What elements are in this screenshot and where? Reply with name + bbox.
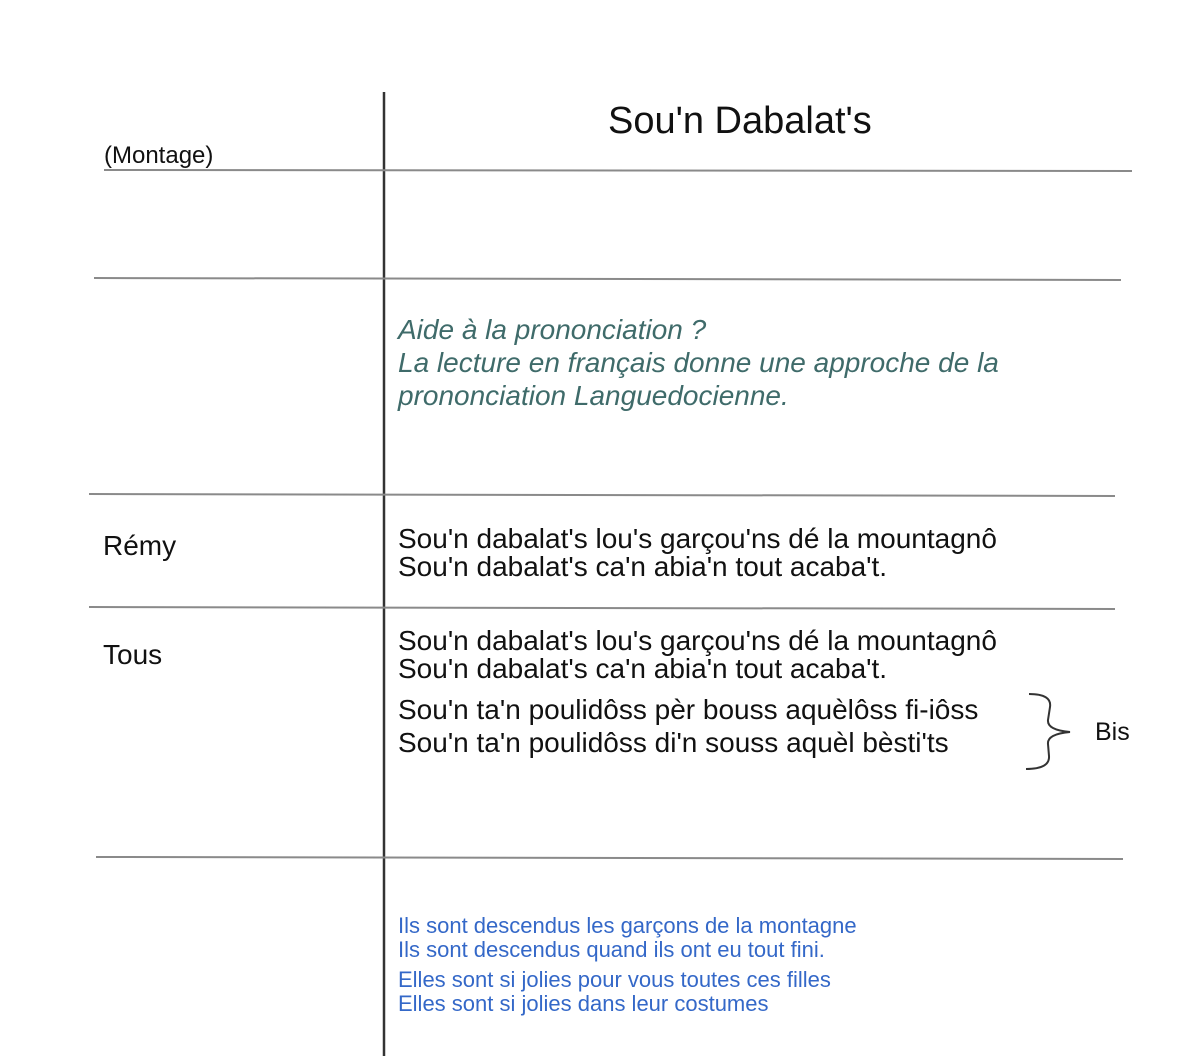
verse-line: Sou'n ta'n poulidôss pèr bouss aquèlôss fi-iôss: [398, 694, 979, 725]
verse-line: Sou'n dabalat's lou's garçou'ns dé la mountagnô: [398, 625, 997, 656]
row-rule-4: [89, 607, 1115, 609]
verse-line: Sou'n dabalat's ca'n abia'n tout acaba't.: [398, 551, 888, 582]
translation-line: Ils sont descendus quand ils ont eu tout fini.: [398, 937, 825, 962]
row-rule-5: [96, 857, 1123, 859]
song-title: Sou'n Dabalat's: [608, 100, 872, 142]
role-tous-label: Tous: [103, 639, 163, 670]
verse-remy: [398, 525, 997, 581]
french-translation: [398, 914, 857, 1016]
role-montage-label: (Montage): [104, 142, 214, 169]
translation-line: Elles sont si jolies pour vous toutes ces filles: [398, 967, 831, 992]
role-remy-label: Rémy: [103, 530, 177, 561]
verse-tous-repeat: [398, 696, 978, 757]
translation-line: Ils sont descendus les garçons de la montagne: [398, 913, 857, 938]
help-line: La lecture en français donne une approche de la: [398, 347, 999, 378]
row-rule-3: [89, 494, 1115, 496]
verse-line: Sou'n ta'n poulidôss di'n souss aquèl bèsti'ts: [398, 727, 949, 758]
translation-line: Elles sont si jolies dans leur costumes: [398, 991, 769, 1016]
row-rule-1: [104, 170, 1132, 171]
help-line: prononciation Languedocienne.: [398, 380, 789, 411]
help-line: Aide à la prononciation ?: [398, 314, 707, 345]
row-rule-2: [94, 278, 1121, 280]
verse-line: Sou'n dabalat's lou's garçou'ns dé la mountagnô: [398, 523, 997, 554]
verse-tous: [398, 627, 997, 683]
pronunciation-help: [398, 313, 999, 412]
verse-line: Sou'n dabalat's ca'n abia'n tout acaba't.: [398, 653, 888, 684]
repeat-label: Bis: [1095, 718, 1130, 746]
bis-brace-icon: [1026, 694, 1070, 769]
